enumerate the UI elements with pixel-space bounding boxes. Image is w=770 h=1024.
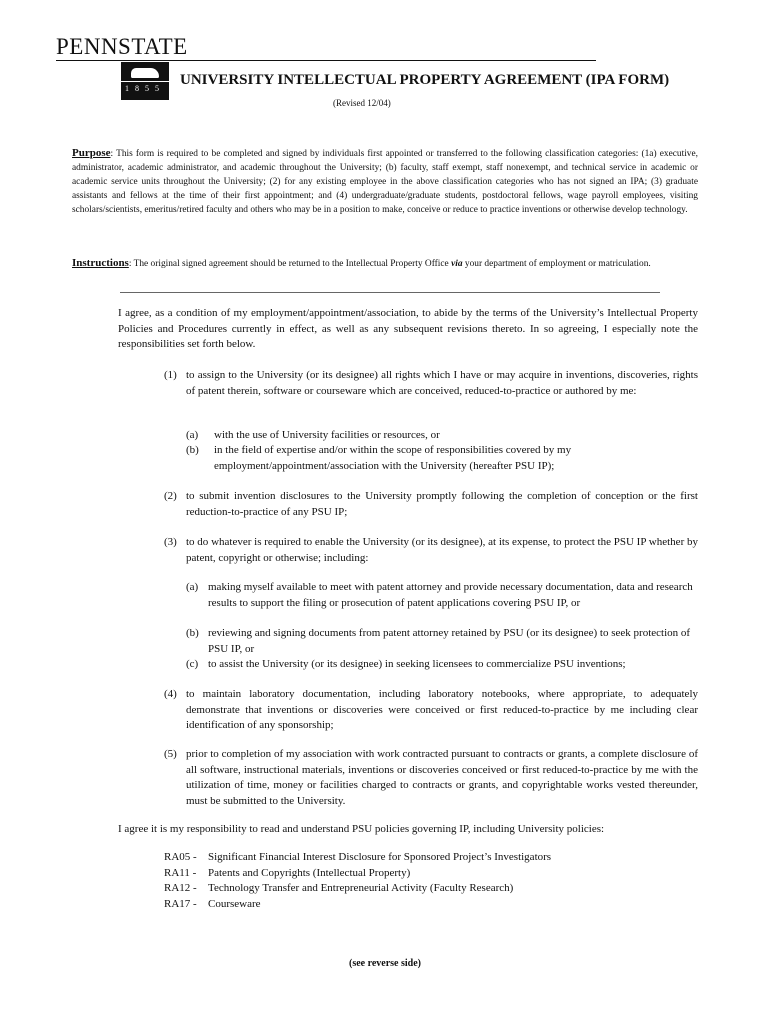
- see-reverse-note: (see reverse side): [348, 958, 421, 969]
- revision-date: (Revised 12/04): [333, 98, 391, 108]
- purpose-text: : This form is required to be completed and signed by individuals first appointed or transferred to the following classification categories: (1a) executive, administrator, academic administrator, and academic throughout the University; (b) faculty, staff exempt, staff nonexempt, and technical service in academic or academic service units throughout the University; (2) for any existing employee in the above classification categories who has not signed an IPA; (3) graduate assistants and fellows at the time of their first appointment; and (4) undergraduate/graduate students, postdoctoral fellows, wage payroll employees, visiting scholars/scientists, emeritus/retired faculty and others who may be in a position to make, conceive or reduce to practice inventions or otherwise develop technology.: [72, 149, 698, 215]
- policy-item: [164, 866, 551, 882]
- instructions-paragraph: [72, 256, 698, 271]
- item-text: to assign to the University (or its designee) all rights which I have or may acquire in inventions, discoveries, rights of patent therein, software or courseware which are conceived, reduced-to-practice or authored by me:: [186, 369, 698, 397]
- policy-code: RA11 -: [164, 866, 197, 879]
- lion-icon: [131, 68, 159, 78]
- sub-item-letter: (b): [186, 627, 199, 639]
- item-text: prior to completion of my association with work contracted pursuant to contracts or grants, a complete disclosure of all software, instructional materials, inventions or discoveries conceived or first reduced-to-practice by me with the utilization of time, money or facilities charged to contracts or grants, and copyrightable works vested thereunder, must be submitted to the University.: [186, 748, 698, 807]
- item-number: (5): [164, 748, 177, 760]
- policy-title: Courseware: [208, 897, 261, 910]
- instructions-text-end: your department of employment or matriculation.: [462, 259, 651, 269]
- item-number: (3): [164, 536, 177, 548]
- purpose-label: Purpose: [72, 147, 111, 159]
- sub-item-text: with the use of University facilities or resources, or: [214, 429, 440, 441]
- policy-code: RA12 -: [164, 882, 197, 894]
- university-seal-logo: [121, 62, 169, 100]
- policy-item: [164, 850, 551, 866]
- sub-item-letter: (a): [186, 581, 199, 593]
- item-number: (2): [164, 490, 177, 502]
- policy-code: RA17 -: [164, 897, 197, 910]
- instructions-label: Instructions: [72, 257, 129, 269]
- policy-code: RA05 -: [164, 851, 197, 863]
- policy-title: Technology Transfer and Entrepreneurial Activity (Faculty Research): [208, 882, 514, 894]
- sub-item-text: reviewing and signing documents from patent attorney retained by PSU (or its designee) to seek protection of PSU IP, or: [208, 627, 691, 655]
- policy-item: [164, 881, 551, 897]
- sub-item-letter: (a): [186, 429, 199, 441]
- sub-item-text: in the field of expertise and/or within the scope of responsibilities covered by my employment/appointment/association with the University (hereafter PSU IP);: [214, 444, 572, 472]
- sub-item-text: to assist the University (or its designee) in seeking licensees to commercialize PSU inventions;: [208, 658, 626, 670]
- agreement-intro: I agree, as a condition of my employment/appointment/association, to abide by the terms of the University’s Intellectual Property Policies and Procedures currently in effect, as well as any subsequent revisions thereto. In so agreeing, I especially note the responsibilities set forth below.: [118, 307, 698, 350]
- sub-item-letter: (b): [186, 444, 199, 456]
- purpose-paragraph: [72, 146, 698, 217]
- sub-item-text: making myself available to meet with patent attorney and provide necessary documentation, data and research results to support the filing or prosecution of patent applications covering PSU IP, or: [208, 581, 693, 609]
- item-number: (1): [164, 369, 177, 381]
- instructions-via: via: [451, 259, 463, 269]
- policy-list: [164, 850, 551, 912]
- policy-responsibility-statement: I agree it is my responsibility to read and understand PSU policies governing IP, including University policies:: [118, 823, 605, 835]
- sub-item-letter: (c): [186, 658, 199, 670]
- item-text: to do whatever is required to enable the University (or its designee), at its expense, to protect the PSU IP whether by patent, copyright or otherwise; including:: [186, 536, 698, 564]
- seal-year: 1855: [125, 84, 165, 93]
- instructions-text: : The original signed agreement should be returned to the Intellectual Property Office: [128, 259, 452, 269]
- item-number: (4): [164, 688, 177, 700]
- item-text: to submit invention disclosures to the University promptly following the completion of conception or the first reduction-to-practice of any PSU IP;: [186, 490, 698, 518]
- penn-state-wordmark: PENNSTATE: [56, 34, 188, 59]
- policy-title: Patents and Copyrights (Intellectual Property): [208, 866, 411, 879]
- header-rule: [56, 60, 596, 61]
- policy-title: Significant Financial Interest Disclosure for Sponsored Project’s Investigators: [208, 851, 552, 863]
- policy-item: [164, 897, 551, 913]
- item-text: to maintain laboratory documentation, including laboratory notebooks, where appropriate, to adequately demonstrate that inventions or discoveries were conceived or first reduced-to-practice by me including clear identification of any sponsorship;: [186, 688, 698, 731]
- section-divider: [120, 292, 660, 293]
- form-title: UNIVERSITY INTELLECTUAL PROPERTY AGREEMENT (IPA FORM): [180, 72, 670, 88]
